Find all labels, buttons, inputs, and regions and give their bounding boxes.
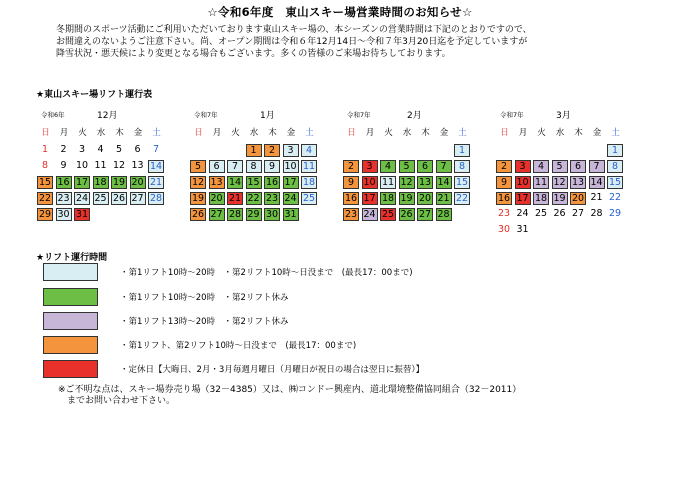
calendar-day: 25 [94, 193, 107, 204]
weekday-header: 土 [458, 128, 467, 138]
era-label: 令和6年 [41, 111, 65, 119]
calendar-day: 5 [115, 144, 123, 155]
calendar-day: 12 [553, 177, 566, 188]
weekday-header: 木 [115, 128, 124, 138]
calendar-day: 20 [131, 177, 144, 188]
legend-text: ・第1リフト10時～20時 ・第2リフト10時～日没まで (最長17：00まで) [120, 268, 413, 278]
calendar-day: 11 [302, 161, 316, 172]
calendar-day: 9 [496, 176, 512, 189]
calendar-day: 23 [497, 208, 511, 219]
calendar-day: 20 [571, 193, 585, 204]
calendar-day: 24 [516, 208, 529, 219]
calendar-day: 27 [210, 209, 223, 220]
weekday-header: 日 [194, 128, 203, 138]
calendar-day: 19 [400, 193, 413, 204]
calendar-day: 10 [516, 177, 529, 188]
calendar-day: 10 [75, 160, 89, 171]
calendar-day: 25 [534, 208, 548, 219]
page-title: ☆令和6年度 東山スキー場営業時間のお知らせ☆ [207, 5, 473, 19]
calendar-day: 5 [190, 160, 206, 173]
legend-swatch-green [43, 288, 98, 306]
calendar-day: 20 [210, 193, 223, 204]
calendar-day: 8 [607, 160, 623, 173]
calendar-day: 13 [418, 177, 432, 188]
legend-swatch-purple [43, 312, 98, 330]
calendar-day: 8 [41, 160, 49, 171]
calendar-day: 24 [363, 209, 376, 220]
note-line: ※ご不明な点は、スキー場券売り場（32－4385）又は、㈱コンドー興産内、道北環境整備協同組合（32－2011） [58, 385, 522, 395]
calendar-day: 16 [57, 177, 70, 188]
calendar-day: 30 [57, 209, 70, 220]
calendar-day: 24 [75, 193, 89, 204]
calendar-day: 14 [437, 177, 450, 188]
month-label: 2月 [407, 111, 422, 121]
calendar-day: 31 [75, 209, 89, 220]
calendar-day: 8 [246, 160, 262, 173]
era-label: 令和7年 [194, 111, 218, 119]
calendar-day: 11 [94, 160, 107, 171]
calendar-day: 22 [247, 193, 260, 204]
calendar-day: 19 [191, 193, 205, 204]
calendar-day: 28 [437, 209, 450, 220]
weekday-header: 水 [402, 128, 412, 138]
calendar-day: 13 [210, 177, 223, 188]
calendar-day: 14 [590, 177, 603, 188]
calendar-day: 12 [191, 177, 205, 188]
weekday-header: 日 [500, 128, 509, 138]
legend-text: ・第1リフト10時～20時 ・第2リフト休み [120, 293, 289, 303]
legend-swatch-light-blue [43, 263, 98, 281]
calendar-day: 21 [590, 192, 603, 203]
intro-line: 降雪状況・悪天候により変更となる場合もございます。多くの皆様のご来場お待ちしております。 [56, 49, 451, 59]
calendar-day: 19 [112, 177, 126, 188]
calendar-day: 5 [399, 160, 415, 173]
weekday-header: 日 [41, 128, 50, 138]
calendar-day: 16 [497, 193, 511, 204]
calendar-day: 31 [516, 224, 529, 235]
weekday-header: 火 [384, 128, 393, 138]
calendar-day: 7 [227, 160, 243, 173]
calendar-day: 17 [75, 177, 89, 188]
calendar-heading: ★東山スキー場リフト運行表 [36, 90, 153, 100]
calendar-day: 27 [418, 209, 432, 220]
weekday-header: 金 [592, 128, 602, 138]
calendar-day: 14 [228, 177, 242, 188]
calendar-day: 29 [247, 209, 260, 220]
calendar-day: 8 [454, 160, 470, 173]
intro-line: お間違えのないようご注意下さい。尚、オープン期間は令和６年12月14日～令和７年3月20日迄を予定していますが [56, 37, 528, 47]
calendar-day: 11 [381, 177, 395, 188]
calendar-day: 17 [363, 193, 376, 204]
era-label: 令和7年 [347, 111, 371, 119]
calendar-day: 13 [131, 160, 144, 171]
calendar-day: 26 [400, 209, 413, 220]
calendar-day: 31 [284, 209, 297, 220]
calendar-day: 27 [571, 208, 585, 219]
weekday-header: 金 [439, 128, 449, 138]
calendar-day: 23 [265, 193, 279, 204]
calendar-day: 15 [38, 177, 52, 188]
calendar-day: 18 [381, 193, 395, 204]
calendar-day: 21 [228, 193, 242, 204]
calendar-day: 7 [152, 144, 160, 155]
calendar-day: 4 [533, 160, 549, 173]
weekday-header: 木 [574, 128, 583, 138]
weekday-header: 火 [537, 128, 546, 138]
calendar-day: 5 [552, 160, 568, 173]
calendar-day: 15 [247, 177, 260, 188]
calendar-day: 25 [381, 209, 395, 220]
calendar-day: 22 [38, 193, 52, 204]
calendar-day: 22 [455, 193, 469, 204]
calendar-day: 28 [590, 208, 603, 219]
calendar-day: 4 [301, 144, 317, 157]
calendar-day: 10 [284, 161, 297, 172]
calendar-day: 18 [302, 177, 316, 188]
calendar-day: 12 [112, 160, 126, 171]
calendar-day: 29 [38, 209, 52, 220]
calendar-day: 13 [571, 177, 585, 188]
calendar-day: 6 [570, 160, 586, 173]
calendar-day: 17 [516, 193, 529, 204]
calendar-day: 1 [246, 144, 262, 157]
weekday-header: 土 [152, 128, 161, 138]
calendar-day: 20 [418, 193, 432, 204]
calendar-day: 2 [264, 144, 280, 157]
weekday-header: 日 [347, 128, 356, 138]
contact-note [58, 385, 521, 407]
calendar-day: 9 [264, 160, 280, 173]
calendar-day: 26 [191, 209, 205, 220]
calendar-day: 6 [134, 144, 141, 155]
calendar-day: 3 [362, 160, 378, 173]
weekday-header: 月 [518, 128, 528, 138]
calendar-day: 4 [380, 160, 396, 173]
weekday-header: 木 [268, 128, 277, 138]
weekday-header: 月 [212, 128, 222, 138]
calendar-day: 30 [497, 224, 511, 235]
calendar-day: 11 [534, 177, 548, 188]
weekday-header: 土 [305, 128, 314, 138]
calendar-day: 26 [553, 208, 566, 219]
legend-text: ・定休日【大晦日、2月・3月毎週月曜日（月曜日が祝日の場合は翌日に振替）】 [120, 365, 425, 375]
calendar-day: 17 [284, 177, 297, 188]
calendar-day: 27 [131, 193, 144, 204]
weekday-header: 月 [365, 128, 375, 138]
calendar-day: 19 [553, 193, 566, 204]
weekday-header: 土 [611, 128, 620, 138]
calendar-day: 4 [97, 144, 104, 155]
calendar-day: 7 [436, 160, 452, 173]
weekday-header: 水 [555, 128, 565, 138]
calendar-day: 25 [302, 193, 316, 204]
weekday-header: 火 [231, 128, 240, 138]
calendar-day: 24 [284, 193, 297, 204]
month-label: 3月 [556, 111, 571, 121]
calendar-day: 3 [515, 160, 531, 173]
calendar-day: 10 [363, 177, 376, 188]
calendar-day: 6 [209, 160, 225, 173]
legend-text: ・第1リフト13時～20時 ・第2リフト休み [120, 317, 289, 327]
calendar-day: 6 [417, 160, 433, 173]
note-line: までお問い合わせ下さい。 [58, 396, 176, 406]
calendar-day: 18 [94, 177, 107, 188]
calendar-day: 3 [283, 144, 299, 157]
intro-line: 冬期間のスポーツ活動にご利用いただいております東山スキー場の、本シーズンの営業時間は下記のとおりですので、 [56, 25, 532, 35]
calendar-day: 12 [400, 177, 413, 188]
weekday-header: 火 [78, 128, 87, 138]
calendar-day: 16 [344, 193, 358, 204]
calendar-day: 18 [534, 193, 548, 204]
weekday-header: 水 [96, 128, 106, 138]
era-label: 令和7年 [500, 111, 524, 119]
calendar-day: 1 [454, 144, 470, 157]
calendar-day: 2 [496, 160, 512, 173]
month-label: 12月 [97, 111, 118, 121]
calendar-day: 22 [608, 192, 622, 203]
calendar-day: 28 [149, 193, 163, 204]
calendar-day: 1 [607, 144, 623, 157]
calendar-day: 3 [78, 144, 86, 155]
calendar-day: 9 [343, 176, 359, 189]
calendar-day: 15 [455, 177, 469, 188]
calendar-day: 21 [149, 177, 163, 188]
calendar-day: 14 [149, 161, 163, 172]
calendar-day: 26 [112, 193, 126, 204]
calendar-day: 23 [344, 209, 358, 220]
calendar-day: 2 [343, 160, 359, 173]
calendar-day: 28 [228, 209, 242, 220]
calendar-day: 29 [608, 208, 622, 219]
legend-text: ・第1リフト、第2リフト10時～日没まで (最長17：00まで) [120, 341, 357, 351]
legend-swatch-red [43, 360, 98, 378]
intro-paragraph [56, 24, 656, 60]
calendar-day: 21 [437, 193, 450, 204]
legend-heading: ★リフト運行時間 [36, 253, 108, 263]
calendar-day: 30 [265, 209, 279, 220]
calendar-day: 15 [608, 177, 622, 188]
month-label: 1月 [260, 111, 275, 121]
weekday-header: 木 [421, 128, 430, 138]
calendar-day: 1 [41, 144, 49, 155]
calendar-day: 7 [589, 160, 605, 173]
calendar-day: 16 [265, 177, 279, 188]
weekday-header: 水 [249, 128, 259, 138]
calendar-day: 23 [57, 193, 70, 204]
legend-swatch-orange [43, 336, 98, 354]
weekday-header: 金 [133, 128, 143, 138]
weekday-header: 金 [286, 128, 296, 138]
calendar-day: 2 [60, 144, 67, 155]
weekday-header: 月 [59, 128, 69, 138]
calendar-day: 9 [60, 160, 67, 171]
